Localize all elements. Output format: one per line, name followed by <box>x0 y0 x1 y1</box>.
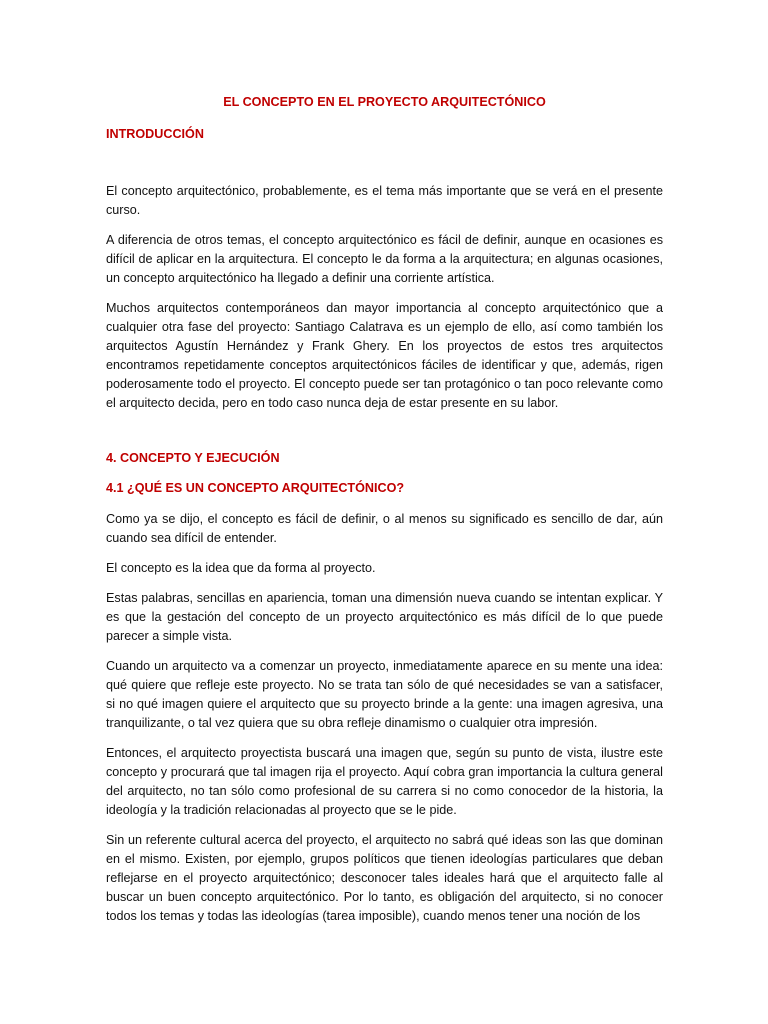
section-paragraph-5: Entonces, el arquitecto proyectista buscará una imagen que, según su punto de vista, ilustre este concepto y procurará que tal imagen rija el proyecto. Aquí cobra gran importancia la cultura general del arquitecto, no tan sólo como profesional de su carrera si no como conocedor de la historia, la ideología y la tradición relacionadas al proyecto que se le pide. <box>106 746 663 817</box>
subsection-heading: 4.1 ¿QUÉ ES UN CONCEPTO ARQUITECTÓNICO? <box>106 481 405 495</box>
section-heading: 4. CONCEPTO Y EJECUCIÓN <box>106 451 280 465</box>
section-paragraph-2: El concepto es la idea que da forma al proyecto. <box>106 561 376 575</box>
section-paragraph-6: Sin un referente cultural acerca del proyecto, el arquitecto no sabrá qué ideas son las que dominan en el mismo. Existen, por ejemplo, grupos políticos que tienen ideologías particulares que deban reflejarse en el proyecto arquitectónico; desconocer tales ideales hará que el arquitecto falle al buscar un buen concepto arquitectónico. Por lo tanto, es obligación del arquitecto, si no conocer todos los temas y todas las ideologías (tarea imposible), cuando menos tener una noción de los <box>106 833 663 923</box>
document-title: EL CONCEPTO EN EL PROYECTO ARQUITECTÓNICO <box>223 95 546 109</box>
intro-paragraph-3: Muchos arquitectos contemporáneos dan mayor importancia al concepto arquitectónico que a cualquier otra fase del proyecto: Santiago Calatrava es un ejemplo de ello, así como también los arquitectos Agustín Hernández y Frank Ghery. En los proyectos de estos tres arquitectos encontramos repetidamente conceptos arquitectónicos fáciles de identificar y que, además, rigen poderosamente todo el proyecto. El concepto puede ser tan protagónico o tan poco relevante como el arquitecto decida, pero en todo caso nunca deja de estar presente en su labor. <box>106 301 663 410</box>
intro-heading: INTRODUCCIÓN <box>106 127 204 141</box>
intro-paragraph-1: El concepto arquitectónico, probablemente, es el tema más importante que se verá en el presente curso. <box>106 184 663 217</box>
section-paragraph-1: Como ya se dijo, el concepto es fácil de definir, o al menos su significado es sencillo de dar, aún cuando sea difícil de entender. <box>106 512 663 545</box>
section-paragraph-4: Cuando un arquitecto va a comenzar un proyecto, inmediatamente aparece en su mente una idea: qué quiere que refleje este proyecto. No se trata tan sólo de qué necesidades se van a satisfacer, si no qué imagen quiere el arquitecto que su proyecto brinde a la gente: una imagen agresiva, una tranquilizante, o tal vez quiera que su obra refleje dinamismo o cualquier otra impresión. <box>106 659 663 730</box>
section-paragraph-3: Estas palabras, sencillas en apariencia, toman una dimensión nueva cuando se intentan explicar. Y es que la gestación del concepto de un proyecto arquitectónico es más difícil de lo que puede parecer a simple vista. <box>106 591 663 643</box>
intro-paragraph-2: A diferencia de otros temas, el concepto arquitectónico es fácil de definir, aunque en ocasiones es difícil de aplicar en la arquitectura. El concepto le da forma a la arquitectura; en algunas ocasiones, un concepto arquitectónico ha llegado a definir una corriente artística. <box>106 233 663 285</box>
